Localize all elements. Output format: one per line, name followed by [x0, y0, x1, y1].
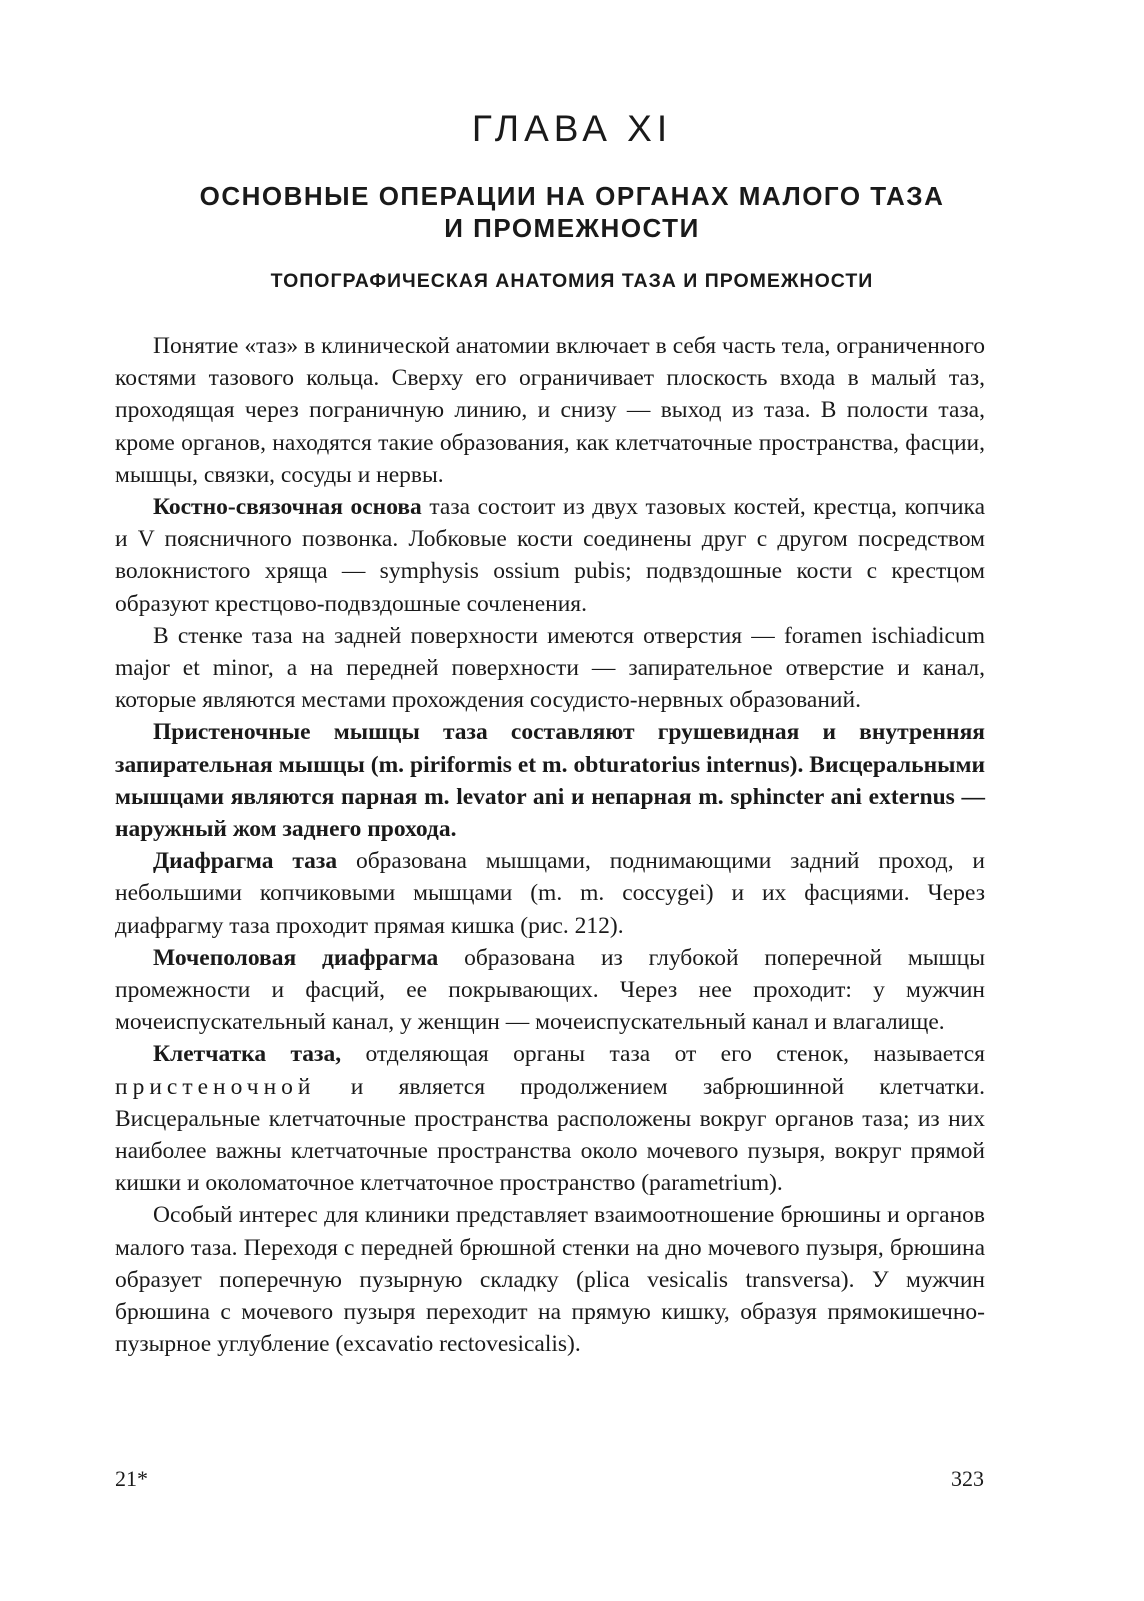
paragraph-2-text: таза состоит из двух тазовых костей, крестца, копчика и V поясничного позвонка. Лобковые кости соединены друг с другом посредством волокнистого хряща — symphysis ossium pubis; подвздошные кости с крестцом образуют крестцово-подвздошные сочленения.: [115, 494, 986, 617]
paragraph-1: Понятие «таз» в клинической анатомии включает в себя часть тела, ограниченного костями тазового кольца. Сверху его ограничивает плоскость входа в малый таз, проходящая через пограничную линию, и снизу — выход из таза. В полости таза, кроме органов, находятся такие образования, как клетчаточные пространства, фасции, мышцы, связки, сосуды и нервы.: [115, 333, 985, 488]
paragraph-6: [115, 942, 985, 1039]
paragraph-5-term: Диафрагма таза: [153, 848, 338, 875]
page-number: 323: [951, 1466, 984, 1491]
chapter-title-line-1: ОСНОВНЫЕ ОПЕРАЦИИ НА ОРГАНАХ МАЛОГО ТАЗА: [199, 181, 945, 211]
paragraph-4: [115, 716, 985, 845]
section-heading: ТОПОГРАФИЧЕСКАЯ АНАТОМИЯ ТАЗА И ПРОМЕЖНОСТИ: [270, 270, 874, 292]
paragraph-2-term: Костно-связочная основа: [153, 494, 422, 521]
paragraph-7-term: Клетчатка таза,: [153, 1041, 342, 1068]
paragraph-4-text: Пристеночные мышцы таза составляют грушевидная и внутренняя запирательная мышцы (m. piriformis et m. obturatorius internus). Висцеральными мышцами являются парная m. levator ani и непарная m. sphincter ani externus — наружный жом заднего прохода.: [115, 719, 985, 843]
chapter-title: [100, 180, 1044, 244]
paragraph-8: Особый интерес для клиники представляет взаимоотношение брюшины и органов малого таза. Переходя с передней брюшной стенки на дно мочевого пузыря, брюшина образует поперечную пузырную складку (plica vesicalis transversa). У мужчин брюшина с мочевого пузыря переходит на прямую кишку, образуя прямокишечно-пузырное углубление (excavatio rectovesicalis).: [115, 1202, 985, 1358]
paragraph-2: [115, 491, 985, 620]
paragraph-7-text-a: отделяющая органы таза от его стенок, называется: [341, 1041, 985, 1068]
paragraph-5: [115, 845, 985, 942]
body-text: [115, 330, 985, 1361]
printer-signature: 21*: [115, 1466, 148, 1491]
paragraph-7-emphasis: пристеночной: [115, 1073, 316, 1100]
chapter-heading: ГЛАВА XI: [471, 108, 673, 149]
paragraph-7-text-b: и является продолжением забрюшинной клетчатки. Висцеральные клетчаточные пространства расположены вокруг органов таза; из них наиболее важны клетчаточные пространства около мочевого пузыря, вокруг прямой кишки и околоматочное клетчаточное пространство (parametrium).: [115, 1073, 985, 1197]
paragraph-5-text: образована мышцами, поднимающими задний проход, и небольшими копчиковыми мышцами (m. m. coccygei) и их фасциями. Через диафрагму таза проходит прямая кишка (рис. 212).: [115, 848, 985, 939]
paragraph-6-text: образована из глубокой поперечной мышцы промежности и фасций, ее покрывающих. Через нее проходит: у мужчин мочеиспускательный канал, у женщин — мочеиспускательный канал и влагалище.: [115, 944, 985, 1036]
paragraph-7: [115, 1038, 985, 1199]
chapter-title-line-2: И ПРОМЕЖНОСТИ: [444, 213, 700, 243]
paragraph-6-term: Мочеполовая диафрагма: [153, 944, 439, 971]
paragraph-3: В стенке таза на задней поверхности имеются отверстия — foramen ischiadicum major et minor, а на передней поверхности — запирательное отверстие и канал, которые являются местами прохождения сосудисто-нервных образований.: [115, 622, 985, 714]
